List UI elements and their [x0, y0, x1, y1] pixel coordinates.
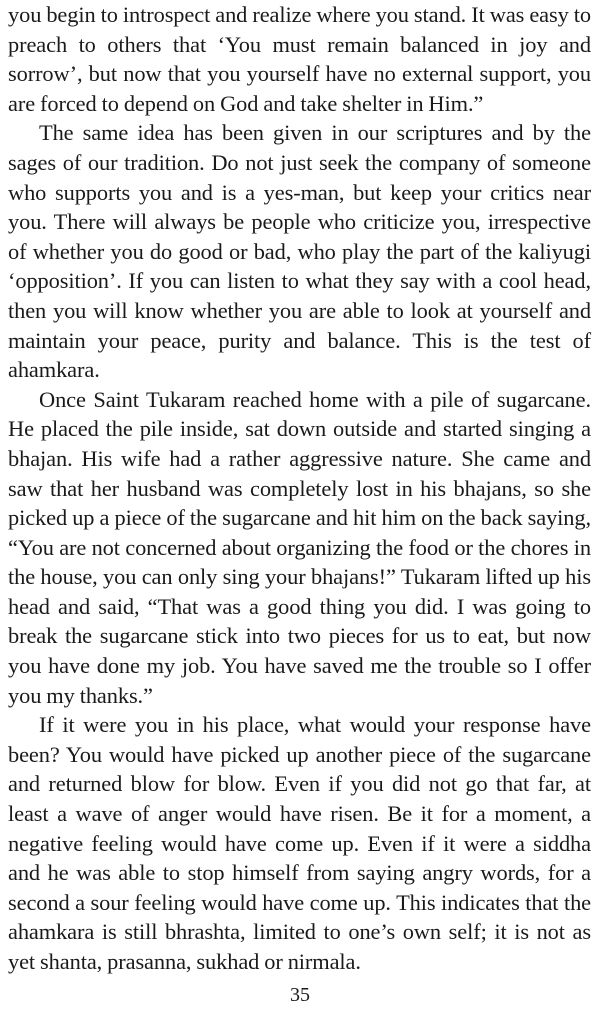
page-number: 35 [290, 984, 310, 1006]
paragraph-scriptures: The same idea has been given in our scriptures and by the sages of our tradition. Do not just seek the company of someone who supports you and is a yes-man, but keep your critics near you. There will always be people who criticize you, irrespective of whether you do good or bad, who play the part of the kaliyugi ‘opposition’. If you can listen to what they say with a cool head, then you will know whether you are able to look at yourself and maintain your peace, purity and balance. This is the test of ahamkara. [8, 120, 591, 383]
paragraph-tukaram-story: Once Saint Tukaram reached home with a pile of sugarcane. He placed the pile inside, sat down outside and started singing a bhajan. His wife had a rather aggressive nature. She came and saw that her husband was completely lost in his bhajans, so she picked up a piece of the sugarcane and hit him on the back saying, “You are not concerned about organizing the food or the chores in the house, you can only sing your bhajans!” Tukaram lifted up his head and said, “That was a good thing you did. I was going to break the sugarcane stick into two pieces for us to eat, but now you have done my job. You have saved me the trouble so I offer you my thanks.” [8, 386, 591, 708]
page-body [8, 0, 591, 977]
paragraph-response: If it were you in his place, what would your response have been? You would have picked up another piece of the sugarcane and returned blow for blow. Even if you did not go that far, at least a wave of anger would have risen. Be it for a moment, a negative feeling would have come up. Even if it were a siddha and he was able to stop himself from saying angry words, for a second a sour feeling would have come up. This indicates that the ahamkara is still bhrashta, limited to one’s own self; it is not as yet shanta, prasanna, sukhad or nirmala. [8, 712, 591, 974]
paragraph-continued: you begin to introspect and realize where you stand. It was easy to preach to others that ‘You must remain balanced in joy and sorrow’, but now that you yourself have no external support, you are forced to depend on God and take shelter in Him.” [8, 2, 591, 116]
